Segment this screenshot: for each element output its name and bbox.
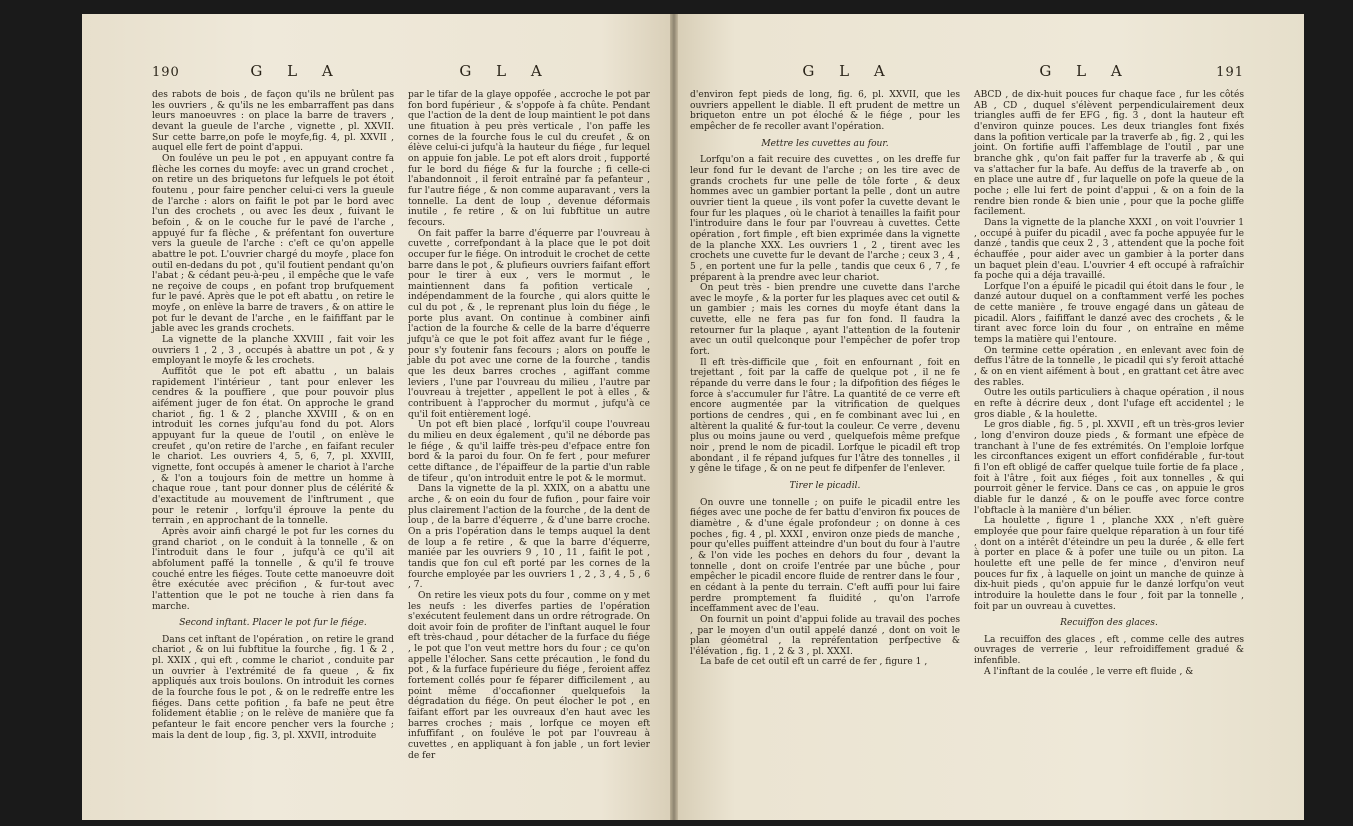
book-gutter — [670, 14, 678, 820]
paragraph: Auffitôt que le pot eft abattu , un balais rapidement l'intérieur , tant pour enlever les cendres & la pouffiere , que pour pouvoir plus aifément juger de fon état. On approche le grand chariot , fig. 1 & 2 , planche XXVIII , & on en introduit les cornes jufqu'au fond du pot. Alors appuyant fur la queue de l'outil , on enlève le creufet , qu'on retire de l'arche , en faifant reculer le chariot. Les ouvriers 4, 5, 6, 7, pl. XXVIII, vignette, font occupés à amener le chariot à l'arche , & l'on a toujours foin de mettre un homme à chaque roue , tant pour donner plus de célérité & d'exactitude au mouvement de l'inftrument , que pour le retenir , lorfqu'il éprouve la pente du terrain , en approchant de la tonnelle. — [152, 367, 394, 527]
paragraph: Dans cet inftant de l'opération , on retire le grand chariot , & on lui fubftitue la fourche , fig. 1 & 2 , pl. XXIX , qui eft , comme le chariot , conduite par un ouvrier à l'extrémité de fa queue , & fix appliqués aux trois boulons. On introduit les cornes de la fourche fous le pot , & on le redreffe entre les fiéges. Dans cette pofition , fa bafe ne peut être folidement établie ; on le relève de manière que fa pefanteur le fait encore pencher vers la fourche ; mais la dent de loup , fig. 3, pl. XXVII, introduite — [152, 634, 394, 741]
paragraph: Dans la vignette de la planche XXXI , on voit l'ouvrier 1 , occupé à puifer du picadil , avec fa poche appuyée fur le danzé , tandis que ceux 2 , 3 , attendent que la poche foit échauffée , pour aider avec un gambier à la porter dans un baquet plein d'eau. L'ouvrier 4 eft occupé à rafraîchir fa poche qui a déja travaillé. — [974, 217, 1244, 282]
right-running-head — [690, 62, 1244, 80]
left-column-1 — [152, 90, 394, 761]
left-page-number: 190 — [152, 65, 180, 80]
left-headword-2: G L A — [459, 62, 552, 80]
section-subtitle: Recuiffon des glaces. — [1060, 618, 1158, 629]
right-headword-2: G L A — [1039, 62, 1132, 80]
right-column-2 — [974, 90, 1244, 677]
section-subtitle: Mettre les cuvettes au four. — [761, 138, 889, 149]
paragraph: Après avoir ainfi chargé le pot fur les cornes du grand chariot , on le conduit à la tonnelle , & on l'introduit dans le four , jufqu'à ce qu'il ait abfolument paffé la tonnelle , & qu'il fe trouve couché entre les fiéges. Toute cette manoeuvre doit être exécutée avec précifion , & fur-tout avec l'attention que le pot ne touche à rien dans fa marche. — [152, 526, 394, 612]
paragraph: On fouléve un peu le pot , en appuyant contre fa flèche les cornes du moyfe: avec un grand crochet , on retire un des briquetons fur lefquels le pot étoit foutenu , pour faire pencher celui-ci vers la gueule de l'arche : alors on faifit le pot par le bord avec l'un des crochets , ou avec les deux , fuivant le befoin , & on le couche fur le pavé de l'arche , appuyé fur fa flèche , & préfentant fon ouverture vers la gueule de l'arche : c'eft ce qu'on appelle abattre le pot. L'ouvrier chargé du moyfe , place fon outil en-dedans du pot , qu'il foutient pendant qu'on l'abat ; & cédant peu-à-peu , il empêche que le vafe ne reçoive de coups , en pofant trop brufquement fur le pavé. Après que le pot eft abattu , on retire le moyfe , on enlève la barre de travers , & on attire le pot fur le devant de l'arche , en le faififfant par le jable avec les grands crochets. — [152, 153, 394, 335]
paragraph: On retire les vieux pots du four , comme on y met les neufs : les diverfes parties de l'opération s'exécutent feulement dans un ordre rétrograde. On doit avoir foin de profiter de l'inftant auquel le four eft très-chaud , pour détacher de la furface du fiége , le pot que l'on veut mettre hors du four ; ce qu'on appelle l'élocher. Sans cette précaution , le fond du pot , & la furface fupérieure du fiége , feroient affez fortement collés pour fe féparer difficilement , au point même d'occafionner quelquefois la dégradation du fiége. On peut élocher le pot , en faifant effort par les ouvreaux d'en haut avec les barres croches ; mais , lorfque ce moyen eft infuffifant , on fouléve le pot par l'ouvreau à cuvettes , en appliquant à fon jable , un fort levier de fer — [408, 590, 650, 761]
left-running-head — [152, 62, 650, 80]
paragraph: Outre les outils particuliers à chaque opération , il nous en refte à décrire deux , dont l'ufage eft accidentel ; le gros diable , & la houlette. — [974, 388, 1244, 420]
paragraph: On fait paffer la barre d'équerre par l'ouvreau à cuvette , correfpondant à la place que le pot doit occuper fur le fiége. On introduit le crochet de cette barre dans le pot , & plufieurs ouvriers faifant effort pour le tirer à eux , vers le mormut , le maintiennent dans fa pofition verticale , indépendamment de la fourche , qui alors quitte le cul du pot , & , le reprenant plus loin du fiége , le porte plus avant. On continue à combiner ainfi l'action de la fourche & celle de la barre d'équerre jufqu'à ce que le pot foit affez avant fur le fiége , pour s'y foutenir fans fecours ; alors on pouffe le jable du pot avec une corne de la fourche , tandis que les deux barres croches , agiffant comme leviers , l'une par l'ouvreau du milieu , l'autre par l'ouvreau à trejetter , appellent le pot à elles , & contribuent à l'approcher du mormut , jufqu'à ce qu'il foit entièrement logé. — [408, 228, 650, 420]
paragraph: Le gros diable , fig. 5 , pl. XXVII , eft un très-gros levier , long d'environ douze pieds , & formant une efpèce de tranchant à l'une de fes extrémités. On l'emploie lorfque les circonftances exigent un effort confidérable , fur-tout fi l'on eft obligé de caffer quelque tuile fortie de fa place , foit à l'âtre , foit aux fiéges , foit aux tonnelles , & qui pourroit gêner le fervice. Dans ce cas , on appuie le gros diable fur le danzé , & on le pouffe avec force contre l'obftacle à la manière d'un bélier. — [974, 420, 1244, 516]
paragraph: Dans la vignette de la pl. XXIX, on a abattu une arche , & on eoin du four de fufion , pour faire voir plus clairement l'action de la fourche , de la dent de loup , de la barre d'équerre , & d'une barre croche. On a pris l'opération dans le temps auquel la dent de loup a fe retire , & que la barre d'équerre, maniée par les ouvriers 9 , 10 , 11 , faifit le pot , tandis que fon cul eft porté par les cornes de la fourche employée par les ouvriers 1 , 2 , 3 , 4 , 5 , 6 , 7. — [408, 484, 650, 591]
section-subtitle: Tirer le picadil. — [789, 480, 861, 491]
left-column-2 — [408, 90, 650, 761]
right-headword-1: G L A — [802, 62, 895, 80]
right-page — [672, 14, 1304, 820]
left-page — [82, 14, 672, 820]
paragraph: La houlette , figure 1 , planche XXX , n'eft guère employée que pour faire quelque réparation à un four tifé , dont on a intérêt d'éteindre un peu la durée , & elle fert à porter en place & à pofer une tuile ou un piton. La houlette eft une pelle de fer mince , d'environ neuf pouces fur fix , à laquelle on joint un manche de quinze à dix-huit pieds , qu'on appuie fur le danzé lorfqu'on veut introduire la houlette dans le four , foit par la tonnelle , foit par un ouvreau à cuvettes. — [974, 516, 1244, 612]
paragraph: par le tifar de la glaye oppofée , accroche le pot par fon bord fupérieur , & s'oppofe à fa chûte. Pendant que l'action de la dent de loup maintient le pot dans une fituation à peu près verticale , l'on paffe les cornes de la fourche fous le cul du creufet , & on élève celui-ci jufqu'à la hauteur du fiége , fur lequel on appuie fon jable. Le pot eft alors droit , fupporté fur le bord du fiége & fur la fourche ; fi celle-ci l'abandonnoit , il feroit entraîné par fa pefanteur , fur l'autre fiége , & non comme auparavant , vers la tonnelle. La dent de loup , devenue déformais inutile , fe retire , & on lui fubftitue un autre fecours. — [408, 90, 650, 228]
paragraph: La vignette de la planche XXVIII , fait voir les ouvriers 1 , 2 , 3 , occupés à abattre un pot , & y employant le moyfe & les crochets. — [152, 335, 394, 367]
paragraph: Lorfqu'on a fait recuire des cuvettes , on les dreffe fur leur fond fur le devant de l'arche ; on les tire avec de grands crochets fur une pelle de tôle forte , & deux hommes avec un gambier portant la pelle , dont un autre ouvrier tient la queue , ils vont pofer la cuvette devant le four fur les plaques , où le chariot à tenailles la faifit pour l'introduire dans le four par l'ouvreau à cuvettes. Cette opération , fort fimple , eft bien exprimée dans la vignette de la planche XXX. Les ouvriers 1 , 2 , tirent avec les crochets une cuvette fur le devant de l'arche ; ceux 3 , 4 , 5 , en portent une fur la pelle , tandis que ceux 6 , 7 , fe préparent à la prendre avec leur chariot. — [690, 155, 960, 283]
right-page-number: 191 — [1216, 65, 1244, 80]
paragraph: La recuiffon des glaces , eft , comme celle des autres ouvrages de verrerie , leur refroidiffement gradué & infenfible. — [974, 634, 1244, 667]
section-subtitle: Second inftant. Placer le pot fur le fiége. — [179, 618, 367, 629]
paragraph: On ouvre une tonnelle ; on puife le picadil entre les fiéges avec une poche de fer battu d'environ fix pouces de diamètre , & d'une égale profondeur ; on donne à ces poches , fig. 4 , pl. XXXI , environ onze pieds de manche , pour qu'elles puiffent atteindre d'un bout du four à l'autre , & l'on vide les poches en dehors du four , devant la tonnelle , dont on croife l'entrée par une bûche , pour empêcher le picadil encore fluide de rentrer dans le four , en cédant à la pente du terrain. C'eft auffi pour lui faire perdre promptement fa fluidité , qu'on l'arrofe inceffamment avec de l'eau. — [690, 497, 960, 615]
paragraph: On fournit un point d'appui folide au travail des poches , par le moyen d'un outil appelé danzé , dont on voit le plan géométral , la repréfentation perfpective & l'élévation , fig. 1 , 2 & 3 , pl. XXXI. — [690, 614, 960, 657]
paragraph: d'environ fept pieds de long, fig. 6, pl. XXVII, que les ouvriers appellent le diable. Il eft prudent de mettre un briqueton entre un pot éloché & le fiége , pour les empêcher de fe recoller avant l'opération. — [690, 90, 960, 132]
paragraph: A l'inftant de la coulée , le verre eft fluide , & — [984, 666, 1194, 677]
paragraph: ABCD , de dix-huit pouces fur chaque face , fur les côtés AB , CD , duquel s'élèvent perpendiculairement deux triangles auffi de fer EFG , fig. 3 , dont la hauteur eft d'environ quinze pouces. Les deux triangles font fixés dans la pofition verticale par la traverfe ab , fig. 2 , qui les joint. On fortifie auffi l'affemblage de l'outil , par une branche ghk , qu'on fait paffer fur la traverfe ab , & qui va s'attacher fur la bafe. Au deffus de la traverfe ab , on en place une autre df , fur laquelle on pofe la queue de la poche ; elle lui fert de point d'appui , & on a foin de la rendre bien ronde & bien unie , pour que la poche gliffe facilement. — [974, 90, 1244, 218]
paragraph: On peut très - bien prendre une cuvette dans l'arche avec le moyfe , & la porter fur les plaques avec cet outil & un gambier ; mais les cornes du moyfe étant dans la cuvette, elle ne fera pas fur fon fond. Il faudra la retourner fur la plaque , ayant l'attention de la foutenir avec un outil quelconque pour l'empêcher de pofer trop fort. — [690, 283, 960, 358]
paragraph: Il eft très-difficile que , foit en enfournant , foit en trejettant , foit par la caffe de quelque pot , il ne fe répande du verre dans le four ; la difpofition des fiéges le force à s'accumuler fur l'âtre. La quantité de ce verre eft encore augmentée par la vitrification de quelques portions de cendres , qui , en fe combinant avec lui , en altèrent la qualité & fur-tout la couleur. Ce verre , devenu plus ou moins jaune ou verd , quelquefois même prefque noir , prend le nom de picadil. Lorfque le picadil eft trop abondant , il fe répand jufques fur l'âtre des tonnelles , il y gêne le tifage , & on ne peut fe difpenfer de l'enlever. — [690, 357, 960, 475]
paragraph: La bafe de cet outil eft un carré de fer , figure 1 , — [700, 657, 928, 668]
paragraph: Un pot eft bien placé , lorfqu'il coupe l'ouvreau du milieu en deux également , qu'il ne déborde pas le fiége , & qu'il laiffe très-peu d'efpace entre fon bord & la paroi du four. On fe fert , pour mefurer cette diftance , de l'épaiffeur de la partie d'un rable de tifeur , qu'on introduit entre le pot & le mormut. — [408, 420, 650, 484]
right-column-1 — [690, 90, 960, 677]
paragraph: des rabots de bois , de façon qu'ils ne brûlent pas les ouvriers , & qu'ils ne les embarraffent pas dans leurs manoeuvres : on place la barre de travers , devant la gueule de l'arche , vignette , pl. XXVII. Sur cette barre,on pofe le moyfe,fig. 4, pl. XXVII , auquel elle fert de point d'appui. — [152, 90, 394, 154]
left-headword-1: G L A — [250, 62, 343, 80]
paragraph: Lorfque l'on a épuifé le picadil qui étoit dans le four , le danzé autour duquel on a conftamment verfé les poches de cette manière , fe trouve engagé dans un gâteau de picadil. Alors , faififfant le danzé avec des crochets , & le tirant avec force loin du four , on entraîne en même temps la matière qui l'entoure. — [974, 281, 1244, 346]
paragraph: On termine cette opération , en enlevant avec foin de deffus l'âtre de la tonnelle , le picadil qui s'y feroit attaché , & on en vient aifément à bout , en grattant cet âtre avec des rables. — [974, 345, 1244, 388]
book-spread — [82, 14, 1304, 820]
